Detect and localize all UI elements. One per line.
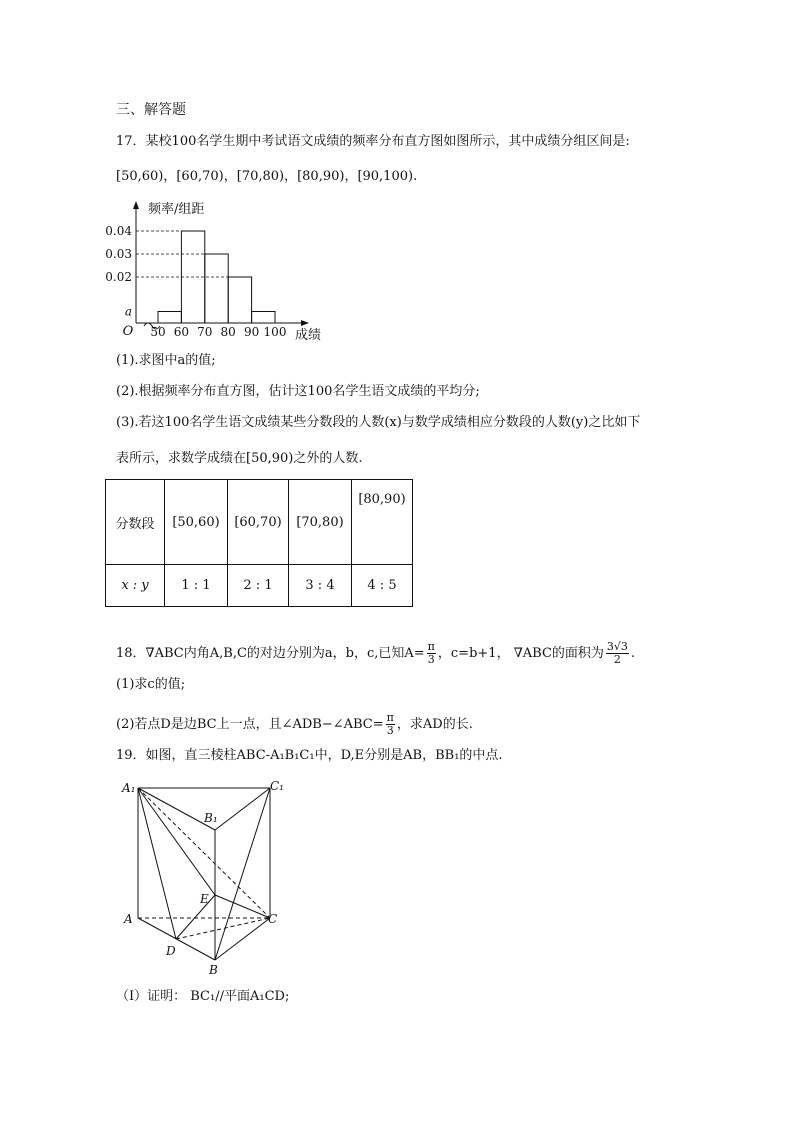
q18-stem-a: 18．∇ABC内角A,B,C的对边分别为a，b，c,已知A= [116,646,425,661]
vertex-label-c1: C₁ [270,779,284,793]
fraction-numerator: 3√3 [606,640,628,653]
table-cell: 4 : 5 [352,565,413,607]
q18-stem-c: . [630,646,636,661]
x-tick-label: 60 [173,325,190,339]
vertex-label-b1: B₁ [204,811,218,825]
y-tick-label: 0.02 [105,270,132,284]
table-cell: 3 : 4 [289,565,352,607]
vertex-label-e: E [200,892,209,906]
table-cell: [60,70) [228,480,289,565]
q17-intervals: [50,60)，[60,70)，[70,80)，[80,90)，[90,100). [116,169,418,184]
x-tick-label: 90 [243,325,260,339]
fraction-denominator: 3 [427,653,435,666]
y-tick-label: 0.03 [105,247,132,261]
edge-a1-e [138,788,215,895]
q17-sub1: (1).求图中a的值; [116,353,216,368]
x-axis-label: 成绩 [295,328,322,343]
prism-figure [120,778,300,978]
histogram-bar [158,312,181,324]
q17-sub3-line2: 表所示，求数学成绩在[50,90)之外的人数. [116,451,363,466]
histogram-chart [105,197,370,347]
vertex-label-a: A [124,912,133,926]
y-axis-arrow [133,201,139,209]
x-axis-arrow [301,320,309,326]
fraction-numerator: π [427,640,435,653]
x-tick-label: 50 [150,325,166,339]
ratio-table [105,479,413,607]
fraction-denominator: 2 [613,653,621,666]
table-cell: x : y [106,565,165,607]
edge-a1-d [138,788,176,939]
histogram-bar [252,312,275,324]
table-cell: [80,90) [352,480,413,565]
fraction-numerator: π [386,711,394,724]
y-axis-label: 频率/组距 [148,202,205,217]
q18-sub2 [116,712,473,737]
table-cell: 1 : 1 [165,565,228,607]
q17-sub3-line1: (3).若这100名学生语文成绩某些分数段的人数(x)与数学成绩相应分数段的人数(y)之比如下 [116,415,641,430]
vertex-label-c: C [268,912,278,926]
q18-stem-b: ，c=b+1， ∇ABC的面积为 [437,646,604,661]
x-tick-label: 100 [263,325,287,339]
edge-b-c [215,918,270,960]
edge-d-e [176,895,215,939]
table-row [106,565,413,607]
table-cell: 分数段 [106,480,165,565]
table-header-row [106,480,413,565]
area-fraction [606,641,629,666]
edge-e-c [215,895,270,918]
vertex-label-a1: A₁ [122,781,136,795]
table-cell: [50,60) [165,480,228,565]
q18-stem [116,641,635,666]
histogram-bar [228,277,251,323]
section-title: 三、解答题 [116,102,186,118]
q18-sub1: (1)求c的值; [116,677,186,692]
angle-fraction [427,641,436,666]
q18-sub2-a: (2)若点D是边BC上一点，且∠ADB−∠ABC= [116,717,384,732]
edge-b-c1 [215,788,270,960]
vertex-label-d: D [166,944,176,958]
angle-fraction [386,712,395,737]
histogram-bar [205,254,228,323]
x-tick-label: 80 [220,325,236,339]
y-tick-label: a [124,304,132,319]
y-tick-label: 0.04 [105,224,132,238]
q19-sub1: （Ⅰ）证明： BC₁//平面A₁CD; [116,989,290,1004]
edge-b1-c1 [215,788,270,830]
q18-sub2-b: ，求AD的长. [396,717,473,732]
q19-stem: 19．如图，直三棱柱ABC-A₁B₁C₁中，D,E分别是AB，BB₁的中点. [116,748,503,763]
vertex-label-b: B [209,963,218,977]
origin-label: O [122,324,134,339]
fraction-denominator: 3 [386,724,394,737]
table-cell: [70,80) [289,480,352,565]
q17-stem: 17．某校100名学生期中考试语文成绩的频率分布直方图如图所示，其中成绩分组区间是: [116,134,630,149]
table-cell: 2 : 1 [228,565,289,607]
q17-sub2: (2).根据频率分布直方图，估计这100名学生语文成绩的平均分; [116,384,480,399]
x-tick-label: 70 [197,325,213,339]
